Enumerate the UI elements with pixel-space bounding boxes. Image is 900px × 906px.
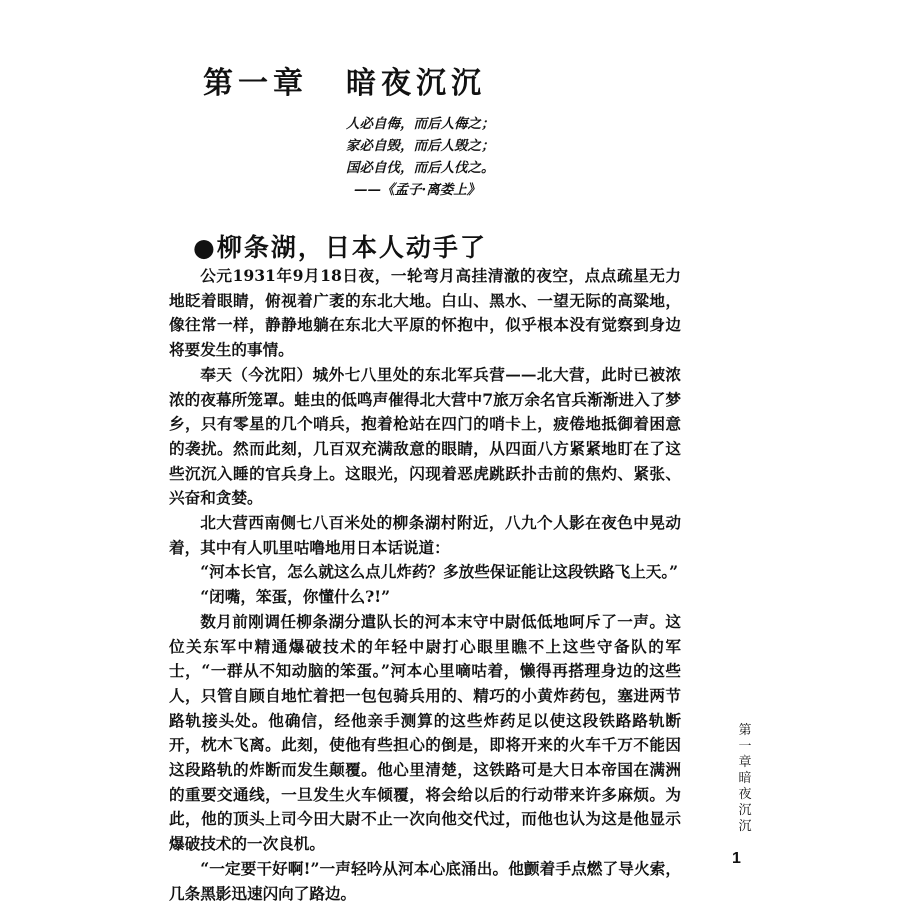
paragraph: “闭嘴，笨蛋，你懂什么?!” [200,587,391,607]
paragraph: 公元1931年9月18日夜，一轮弯月高挂清澈的夜空，点点疏星无力地眨着眼睛，俯视着广袤的东北大地。白山、黑水、一望无际的高粱地，像往常一样，静静地躺在东北大平原的怀抱中，似乎根本没有觉察到身边将要发生的事情。 [169,266,681,360]
side-tab-char: 沉 [738,803,752,818]
epigraph-line: 人必自侮，而后人侮之； [346,116,495,132]
chapter-side-tab [737,723,753,835]
paragraph: 数月前刚调任柳条湖分遣队长的河本末守中尉低低地呵斥了一声。这位关东军中精通爆破技术的年轻中尉打心眼里瞧不上这些守备队的军士，“一群从不知动脑的笨蛋。”河本心里嘀咕着，懒得再搭理身边的这些人，只管自顾自地忙着把一包包骑兵用的、精巧的小黄炸药包，塞进两节路轨接头处。他确信，经他亲手测算的这些炸药足以使这段铁路路轨断开，枕木飞离。此刻，使他有些担心的倒是，即将开来的火车千万不能因这段路轨的炸断而发生颠覆。他心里清楚，这铁路可是大日本帝国在满洲的重要交通线，一旦发生火车倾覆，将会给以后的行动带来许多麻烦。为此，他的顶头上司今田大尉不止一次向他交代过，而他也认为这是他显示爆破技术的一次良机。 [169,611,681,854]
page-number: 1 [732,850,741,867]
chapter-title-text: 暗夜沉沉 [346,66,486,101]
side-tab-char: 沉 [738,819,752,834]
paragraph: “河本长官，怎么就这么点儿炸药？多放些保证能让这段铁路飞上天。” [200,562,679,582]
side-tab-char: 一 [738,739,752,754]
body-text [169,264,681,906]
epigraph-line: 家必自毁，而后人毁之； [346,138,495,154]
paragraph: 奉天（今沈阳）城外七八里处的东北军兵营——北大营，此时已被浓浓的夜幕所笼罩。蛙虫的低鸣声催得北大营中7旅万余名官兵渐渐进入了梦乡，只有零星的几个哨兵，抱着枪站在四门的哨卡上，疲倦地抵御着困意的袭扰。然而此刻，几百双充满敌意的眼睛，从四面八方紧紧地盯在了这些沉沉入睡的官兵身上。这眼光，闪现着恶虎跳跃扑击前的焦灼、紧张、兴奋和贪婪。 [169,364,681,508]
paragraph: “一定要干好啊!”一声轻吟从河本心底涌出。他颤着手点燃了导火索，几条黑影迅速闪向了路边。 [169,858,681,903]
section-heading: ●柳条湖，日本人动手了 [193,233,487,262]
chapter-title [203,58,486,102]
side-tab-char: 夜 [738,787,752,802]
epigraph-source: ——《孟子·离娄上》 [354,182,481,198]
side-tab-char: 暗 [738,771,752,786]
chapter-number-label: 第一章 [203,66,308,101]
side-tab-char: 第 [738,723,752,738]
paragraph: 北大营西南侧七八百米处的柳条湖村附近，八九个人影在夜色中晃动着，其中有人叽里咕噜地用日本话说道： [169,513,681,557]
epigraph-line: 国必自伐，而后人伐之。 [346,160,495,176]
side-tab-char: 章 [738,755,752,770]
epigraph [346,113,495,201]
